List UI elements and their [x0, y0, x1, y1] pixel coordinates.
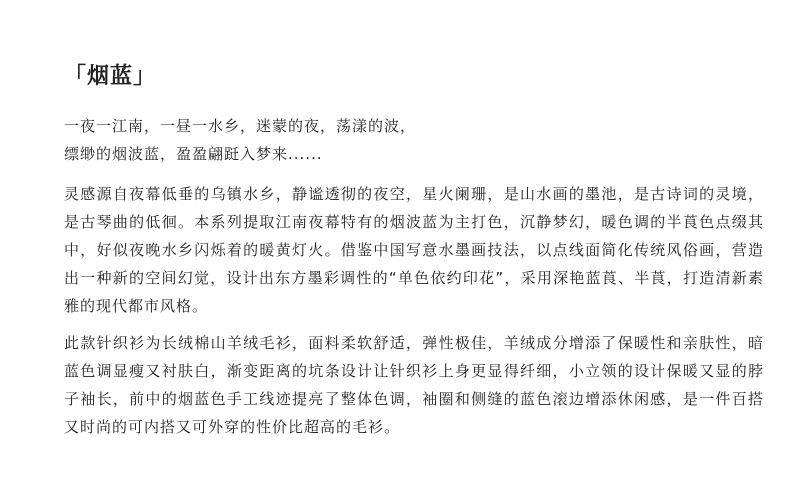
poem-block — [64, 112, 764, 168]
article-title: 「烟蓝」 — [64, 64, 157, 89]
article — [64, 62, 764, 450]
product-description-paragraph: 此款针织衫为长绒棉山羊绒毛衫，面料柔软舒适，弹性极佳，羊绒成分增添了保暖性和亲肤性，暗蓝色调显瘦又衬肤白，渐变距离的坑条设计让针织衫上身更显得纤细，小立领的设计保暖又显的脖子袖长，前中的烟蓝色手工线迹提亮了整体色调，袖圈和侧缝的蓝色滚边增添休闲感，是一件百搭又时尚的可内搭又可外穿的性价比超高的毛衫。 — [64, 334, 764, 436]
poem-line: 一夜一江南，一昼一水乡，迷蒙的夜，荡漾的波， — [64, 117, 417, 135]
poem-line: 缥缈的烟波蓝，盈盈翩跹入梦来...... — [64, 145, 323, 163]
inspiration-paragraph: 灵感源自夜幕低垂的乌镇水乡，静谧透彻的夜空，星火阑珊，是山水画的墨池，是古诗词的灵境，是古琴曲的低徊。本系列提取江南夜幕特有的烟波蓝为主打色，沉静梦幻，暖色调的半莨色点缀其中，好似夜晚水乡闪烁着的暖黄灯火。借鉴中国写意水墨画技法，以点线面简化传统风俗画，营造出一种新的空间幻觉，设计出东方墨彩调性的“单色依约印花”，采用深艳蓝莨、半莨，打造清新素雅的现代都市风格。 — [64, 185, 764, 315]
